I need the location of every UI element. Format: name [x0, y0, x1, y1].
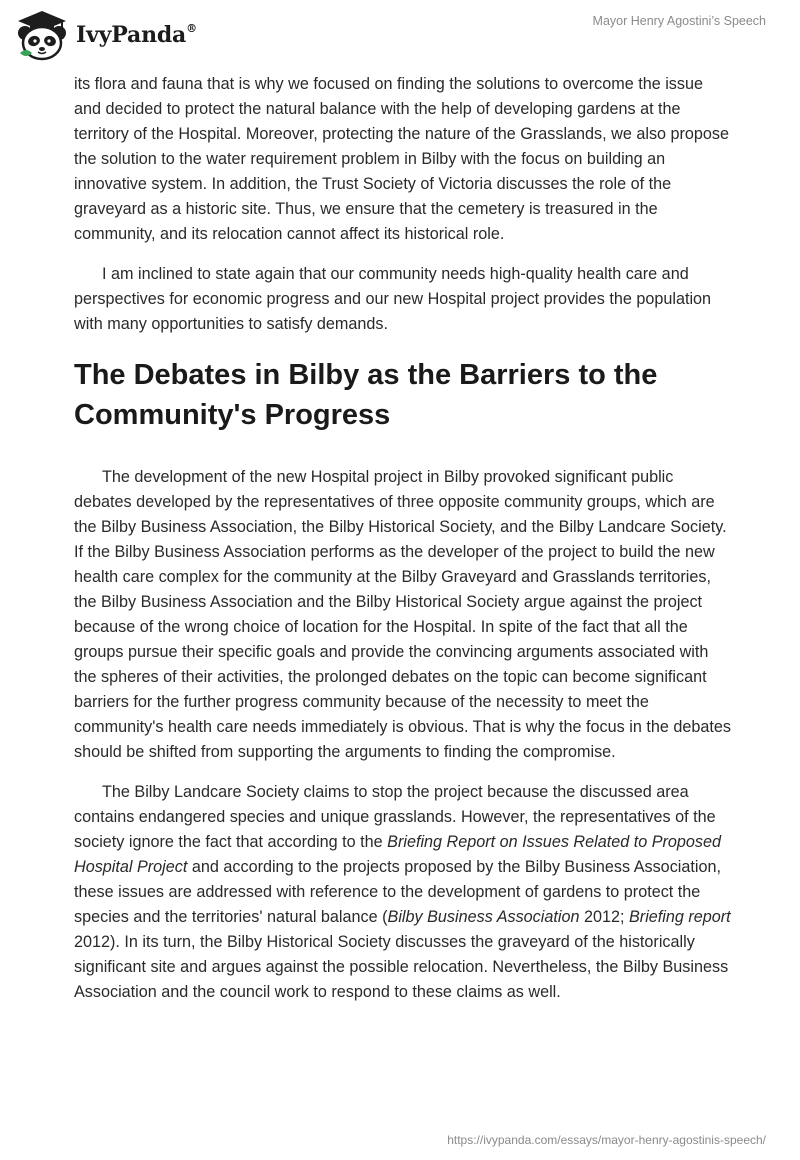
paragraph: The development of the new Hospital project in Bilby provoked significant public debates developed by the representatives of three opposite community groups, which are the Bilby Business Association, the Bilby Historical Society, and the Bilby Landcare Society. If the Bilby Business Association performs as the developer of the project to build the new health care complex for the community at the Bilby Graveyard and Grasslands territories, the Bilby Business Association and the Bilby Historical Society argue against the project because of the wrong choice of location for the Hospital. In spite of the fact that all the groups pursue their specific goals and provide the convincing arguments associated with the spheres of their activities, the prolonged debates on the topic can become significant barriers for the further progress community because of the necessity to meet the community's health care needs immediately is obvious. That is why the focus in the debates should be shifted from supporting the arguments to finding the compromise.	[74, 468, 731, 761]
brand-name: IvyPanda®	[76, 21, 197, 48]
paragraph: The Bilby Landcare Society claims to stop the project because the discussed area contains endangered species and unique grasslands. However, the representatives of the society ignore the fact that according to the Briefing Report on Issues Related to Proposed Hospital Project and according to the projects proposed by the Bilby Business Association, these issues are addressed with reference to the development of gardens to protect the species and the territories' natural balance (Bilby Business Association 2012; Briefing report 2012). In its turn, the Bilby Historical Society discusses the graveyard of the historically significant site and argues against the possible relocation. Nevertheless, the Bilby Business Association and the council work to respond to these claims as well.	[74, 783, 731, 1001]
page-header	[0, 0, 800, 70]
paragraph: its flora and fauna that is why we focused on finding the solutions to overcome the issue and decided to protect the natural balance with the help of developing gardens at the territory of the Hospital. Moreover, protecting the nature of the Grasslands, we also propose the solution to the water requirement problem in Bilby with the focus on building an innovative system. In addition, the Trust Society of Victoria discusses the role of the graveyard as a historic site. Thus, we ensure that the cemetery is treasured in the community, and its relocation cannot affect its historical role.	[74, 75, 730, 243]
source-url-link[interactable]: https://ivypanda.com/essays/mayor-henry-agostinis-speech/	[447, 1133, 766, 1147]
panda-graduate-icon	[14, 7, 70, 63]
running-title: Mayor Henry Agostini’s Speech	[592, 14, 766, 28]
essay-body	[74, 72, 734, 1020]
paragraph: I am inclined to state again that our community needs high-quality health care and perspectives for economic progress and our new Hospital project provides the population with many opportunities to satisfy demands.	[74, 265, 712, 333]
citation-title: Briefing Report on Issues Related to Proposed Hospital Project	[74, 833, 721, 876]
citation-author: Bilby Business Association	[387, 908, 580, 926]
citation-title: Briefing report	[629, 908, 731, 926]
section-heading: The Debates in Bilby as the Barriers to the Community's Progress	[74, 359, 658, 431]
ivypanda-logo[interactable]	[14, 7, 197, 63]
